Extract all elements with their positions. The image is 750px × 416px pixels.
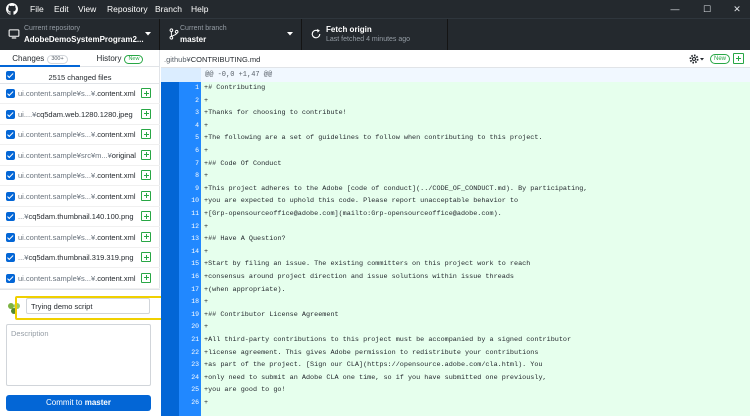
file-row[interactable] — [0, 228, 160, 248]
hunk-header-text: @@ -0,0 +1,47 @@ — [205, 71, 273, 79]
menu-file[interactable]: File — [30, 4, 44, 14]
line-number: 8 — [195, 172, 199, 180]
diff-line[interactable] — [161, 120, 750, 133]
file-added-icon — [141, 129, 151, 139]
line-number: 18 — [191, 298, 199, 306]
repository-icon — [8, 28, 20, 40]
line-code: +as part of the project. [Sign our CLA](https://opensource.adobe.com/cla.html). You — [204, 361, 543, 370]
tab-history-label: History — [96, 54, 122, 63]
file-path-prefix: ui.content.sample¥s...¥ — [18, 273, 96, 283]
diff-line[interactable] — [161, 372, 750, 385]
diff-line[interactable] — [161, 347, 750, 360]
line-code: + — [204, 247, 209, 256]
file-path-prefix: ...¥ — [18, 212, 29, 221]
diff-path-dir: .github¥ — [164, 55, 191, 64]
file-path — [18, 171, 138, 180]
repository-name: AdobeDemoSystemProgram2... — [24, 35, 144, 44]
new-badge: New — [124, 55, 143, 64]
file-path-name: .content.xml — [95, 171, 136, 180]
file-checkbox[interactable] — [6, 233, 15, 242]
file-path-prefix: ui.content.sample¥s...¥ — [18, 232, 96, 242]
file-path-name: .content.xml — [95, 191, 136, 201]
file-path-name: .content.xml — [95, 130, 136, 139]
file-path — [18, 274, 138, 283]
file-path-prefix: ui....¥ — [18, 109, 37, 119]
diff-line[interactable] — [161, 384, 750, 397]
file-path-name: .content.xml — [95, 232, 136, 242]
branch-label: Current branch — [180, 25, 227, 32]
file-path-prefix: ui.content.sample¥src¥m...¥ — [18, 150, 112, 160]
line-number: 22 — [191, 348, 199, 356]
line-number: 26 — [191, 399, 199, 406]
file-path — [18, 212, 138, 221]
diff-line[interactable] — [161, 271, 750, 284]
line-code: +## Have A Question? — [204, 235, 286, 244]
file-added-icon — [141, 109, 151, 119]
line-number: 11 — [191, 210, 199, 217]
line-code: +## Code Of Conduct — [204, 159, 282, 168]
changed-files-count: 2515 changed files — [48, 73, 112, 82]
repository-label: Current repository — [24, 25, 81, 32]
file-checkbox[interactable] — [6, 212, 15, 221]
branch-selector[interactable] — [160, 19, 302, 50]
diff-line[interactable] — [161, 132, 750, 145]
file-checkbox[interactable] — [6, 171, 15, 180]
file-path-prefix: ...¥ — [18, 253, 29, 262]
file-row[interactable] — [0, 105, 160, 125]
file-added-icon — [141, 88, 151, 98]
file-path — [18, 110, 138, 119]
line-code: + — [204, 121, 209, 130]
file-added-icon — [141, 150, 151, 160]
changes-count-badge: 300+ — [47, 55, 67, 64]
file-path — [18, 253, 138, 262]
line-code: +Start by filing an issue. The existing committers on this project work to reach — [204, 260, 531, 269]
line-code: +## Contributor License Agreement — [204, 310, 339, 319]
github-logo-icon — [6, 3, 18, 15]
file-path — [18, 151, 138, 160]
line-code: +consensus around project direction and issue solutions within issue threads — [204, 273, 514, 281]
close-button[interactable]: ✕ — [733, 4, 741, 14]
file-path-name: cq5dam.thumbnail.319.319.png — [28, 253, 134, 262]
line-number: 9 — [195, 184, 199, 192]
line-number: 23 — [191, 361, 199, 369]
refresh-icon — [310, 28, 322, 40]
diff-line[interactable] — [161, 183, 750, 196]
line-code: +Thanks for choosing to contribute! — [204, 109, 347, 118]
diff-line[interactable] — [161, 296, 750, 309]
file-checkbox[interactable] — [6, 110, 15, 119]
commit-button[interactable] — [6, 395, 151, 411]
line-code: +you are good to go! — [204, 386, 286, 395]
commit-description-field[interactable] — [6, 324, 151, 386]
diff-header — [161, 50, 750, 68]
line-number: 5 — [195, 134, 199, 142]
file-added-icon — [141, 252, 151, 262]
diff-line[interactable] — [161, 82, 750, 95]
diff-line[interactable] — [161, 208, 750, 221]
file-path-prefix: ui.content.sample¥s...¥ — [18, 171, 96, 180]
line-code: +(when appropriate). — [204, 285, 286, 294]
line-code: +The following are a set of guidelines to follow when contributing to this project. — [204, 134, 543, 143]
diff-line[interactable] — [161, 170, 750, 183]
line-code: + — [204, 96, 209, 105]
tab-changes[interactable] — [0, 50, 80, 67]
branch-icon — [168, 28, 180, 40]
hunk-gutter[interactable] — [161, 68, 201, 82]
file-checkbox[interactable] — [6, 253, 15, 262]
line-number: 25 — [191, 386, 199, 394]
line-code: + — [204, 147, 209, 155]
file-row[interactable] — [0, 269, 160, 289]
line-code: +you are expected to uphold this code. Please report unacceptable behavior to — [204, 197, 519, 206]
hunk-header — [161, 68, 750, 82]
line-number: 14 — [191, 247, 199, 255]
menu-view[interactable]: View — [78, 4, 97, 14]
file-row[interactable] — [0, 146, 160, 166]
file-added-icon — [141, 211, 151, 221]
diff-line[interactable] — [161, 246, 750, 259]
file-row[interactable] — [0, 125, 160, 145]
diff-line[interactable] — [161, 321, 750, 334]
line-number: 13 — [191, 235, 199, 243]
file-added-icon — [733, 53, 744, 64]
diff-line[interactable] — [161, 397, 750, 410]
new-badge: New — [710, 54, 730, 64]
file-checkbox[interactable] — [6, 151, 15, 160]
line-number: 16 — [191, 273, 199, 280]
sidebar-tabs — [0, 50, 160, 67]
fetch-status: Last fetched 4 minutes ago — [326, 36, 411, 43]
commit-button-branch: master — [84, 398, 111, 407]
line-code: + — [204, 399, 209, 407]
line-number: 24 — [191, 373, 199, 381]
file-path — [18, 192, 138, 201]
line-code: + — [204, 298, 209, 307]
toolbar — [0, 18, 750, 50]
file-path-name: .content.xml — [95, 273, 136, 283]
line-number: 10 — [191, 197, 199, 205]
file-path-prefix: ui.content.sample¥s...¥ — [18, 191, 96, 201]
line-code: +only need to submit an Adobe CLA one time, so if you have submitted one previously, — [204, 373, 547, 382]
title-bar — [0, 0, 750, 18]
file-added-icon — [141, 191, 151, 201]
line-code: + — [204, 222, 209, 231]
file-path — [18, 130, 138, 139]
menu-help[interactable]: Help — [191, 4, 209, 14]
repository-selector[interactable] — [0, 19, 160, 50]
diff-line[interactable] — [161, 258, 750, 271]
fetch-label: Fetch origin — [326, 25, 372, 34]
line-code: +All third-party contributions to this project must be accompanied by a signed contributor — [204, 336, 572, 344]
tab-changes-label: Changes — [12, 54, 45, 63]
diff-line[interactable] — [161, 309, 750, 322]
file-path-name: original — [111, 150, 136, 160]
line-code: +# Contributing — [204, 84, 266, 92]
changed-files-header — [0, 68, 160, 84]
file-added-icon — [141, 273, 151, 283]
file-row[interactable] — [0, 207, 160, 227]
line-number: 1 — [195, 84, 199, 91]
description-placeholder: Description — [11, 329, 49, 338]
minimize-button[interactable]: — — [670, 4, 680, 14]
diff-line[interactable] — [161, 233, 750, 246]
diff-line[interactable] — [161, 359, 750, 372]
branch-name: master — [180, 35, 207, 44]
diff-path-file: CONTRIBUTING.md — [190, 55, 261, 64]
highlight-box — [15, 296, 165, 320]
diff-line[interactable] — [161, 145, 750, 158]
line-code: +[Grp-opensourceoffice@adobe.com](mailto:Grp-opensourceoffice@adobe.com). — [204, 210, 502, 218]
file-row[interactable] — [0, 166, 160, 186]
chevron-down-icon — [286, 28, 294, 40]
file-path-prefix: ui.content.sample¥s...¥ — [18, 130, 96, 139]
file-checkbox[interactable] — [6, 274, 15, 283]
diff-line[interactable] — [161, 195, 750, 208]
diff-line[interactable] — [161, 107, 750, 120]
fetch-origin-button[interactable] — [302, 19, 448, 50]
line-number: 3 — [195, 109, 199, 117]
chevron-down-icon — [144, 28, 152, 40]
line-code: +This project adheres to the Adobe [code of conduct](../CODE_OF_CONDUCT.md). By participating, — [204, 184, 588, 193]
line-number: 17 — [191, 285, 199, 293]
menu-edit[interactable]: Edit — [54, 4, 69, 14]
diff-line[interactable] — [161, 284, 750, 297]
line-number: 7 — [195, 159, 199, 167]
diff-view — [161, 68, 750, 416]
line-code: + — [204, 323, 209, 332]
line-number: 6 — [195, 147, 199, 154]
file-added-icon — [141, 170, 151, 180]
line-number: 15 — [191, 260, 199, 268]
file-path-name: .content.xml — [95, 89, 136, 98]
line-number: 4 — [195, 121, 199, 129]
file-checkbox[interactable] — [6, 192, 15, 201]
line-number: 20 — [191, 323, 199, 331]
gear-icon — [688, 53, 706, 65]
diff-settings-button[interactable] — [688, 53, 706, 65]
diff-line[interactable] — [161, 334, 750, 347]
line-number: 12 — [191, 222, 199, 230]
line-code: + — [204, 172, 209, 181]
file-row[interactable] — [0, 187, 160, 207]
line-number: 19 — [191, 310, 199, 318]
file-row[interactable] — [0, 248, 160, 268]
commit-area — [0, 289, 160, 416]
menu-repository[interactable]: Repository — [107, 4, 148, 14]
menu-branch[interactable]: Branch — [155, 4, 182, 14]
file-path-prefix: ui.content.sample¥s...¥ — [18, 89, 96, 98]
file-path — [18, 233, 138, 242]
tab-history[interactable] — [80, 50, 160, 67]
file-row[interactable] — [0, 84, 160, 104]
diff-line[interactable] — [161, 95, 750, 108]
line-number: 21 — [191, 336, 199, 343]
file-checkbox[interactable] — [6, 89, 15, 98]
commit-button-prefix: Commit to — [46, 398, 85, 407]
changes-sidebar — [0, 50, 160, 416]
file-path-name: cq5dam.thumbnail.140.100.png — [28, 212, 134, 221]
maximize-button[interactable]: ☐ — [702, 4, 712, 14]
file-path — [18, 89, 138, 98]
diff-line[interactable] — [161, 158, 750, 171]
line-code: +license agreement. This gives Adobe permission to redistribute your contributions — [204, 348, 539, 357]
file-checkbox[interactable] — [6, 130, 15, 139]
diff-line[interactable] — [161, 221, 750, 234]
file-path-name: cq5dam.web.1280.1280.jpeg — [36, 109, 133, 119]
diff-file-path — [164, 55, 260, 64]
file-added-icon — [141, 232, 151, 242]
line-number: 2 — [195, 96, 199, 104]
